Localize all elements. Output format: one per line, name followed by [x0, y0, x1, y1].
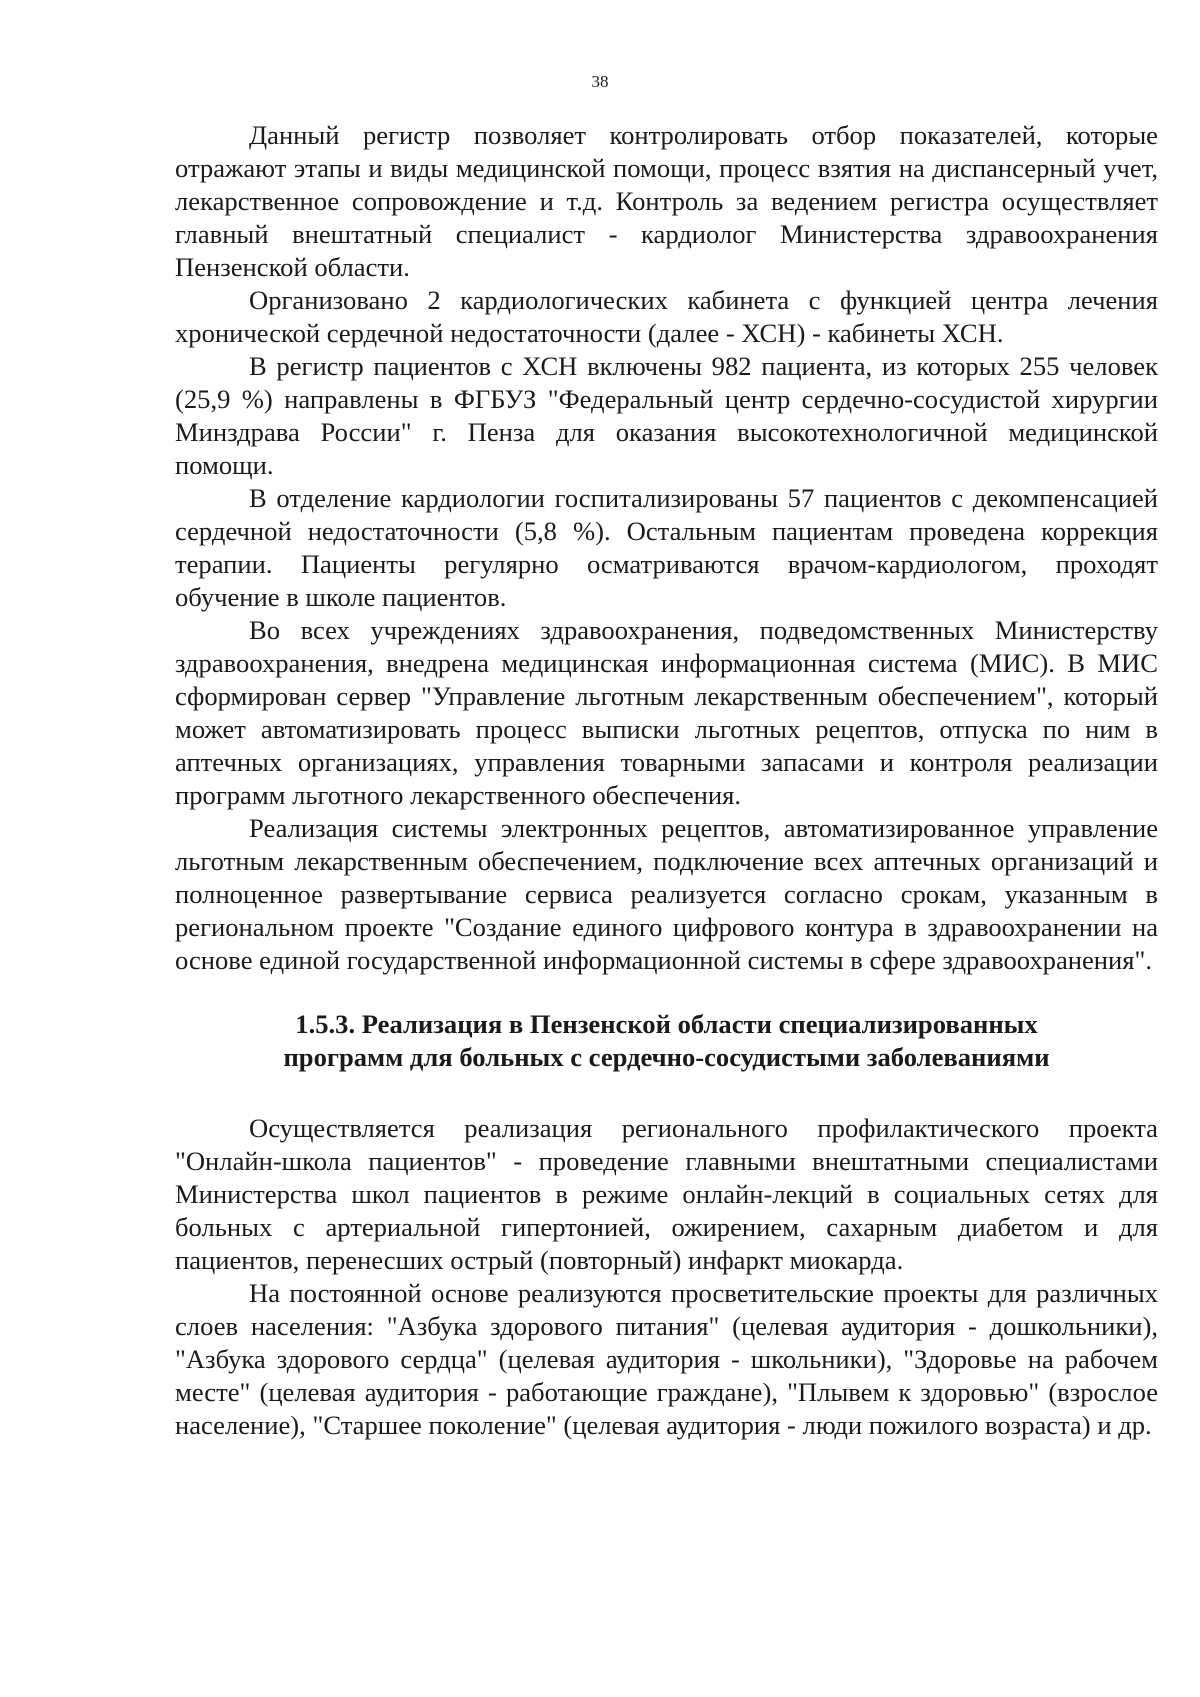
- paragraph-educational-projects: На постоянной основе реализуются просветительские проекты для различных слоев населения: "Азбука здорового питания" (целевая аудитория - дошкольники), "Азбука здорового сердца" (целевая аудитория - школьники), "Здоровье на рабочем месте" (целевая аудитория - работающие граждане), "Плывем к здоровью" (взрослое население), "Старшее поколение" (целевая аудитория - люди пожилого возраста) и др.: [175, 1278, 1158, 1440]
- page-number: 38: [591, 72, 609, 91]
- paragraph-cardiology-department: В отделение кардиологии госпитализированы 57 пациентов с декомпенсацией сердечной недостаточности (5,8 %). Остальным пациентам проведена коррекция терапии. Пациенты регулярно осматриваются врачом-кардиологом, проходят обучение в школе пациентов.: [175, 483, 1158, 612]
- document-body: [175, 119, 1158, 1442]
- paragraph-registry-control: Данный регистр позволяет контролировать отбор показателей, которые отражают этапы и виды медицинской помощи, процесс взятия на диспансерный учет, лекарственное сопровождение и т.д. Контроль за ведением регистра осуществляет главный внештатный специалист - кардиолог Министерства здравоохранения Пензенской области.: [175, 120, 1158, 282]
- paragraph-mis-system: Во всех учреждениях здравоохранения, подведомственных Министерству здравоохранения, внедрена медицинская информационная система (МИС). В МИС сформирован сервер "Управление льготным лекарственным обеспечением", который может автоматизировать процесс выписки льготных рецептов, отпуска по ним в аптечных организациях, управления товарными запасами и контроля реализации программ льготного лекарственного обеспечения.: [175, 615, 1158, 810]
- section-heading: 1.5.3. Реализация в Пензенской области специализированных программ для больных с сердечно-сосудистыми заболеваниями: [283, 1009, 1050, 1072]
- paragraph-electronic-prescriptions: Реализация системы электронных рецептов, автоматизированное управление льготным лекарственным обеспечением, подключение всех аптечных организаций и полноценное развертывание сервиса реализуется согласно срокам, указанным в региональном проекте "Создание единого цифрового контура в здравоохранении на основе единой государственной информационной системы в сфере здравоохранения".: [175, 813, 1158, 975]
- paragraph-hsn-registry: В регистр пациентов с ХСН включены 982 пациента, из которых 255 человек (25,9 %) направлены в ФГБУЗ "Федеральный центр сердечно-сосудистой хирургии Минздрава России" г. Пенза для оказания высокотехнологичной медицинской помощи.: [175, 351, 1158, 480]
- paragraph-online-school: Осуществляется реализация регионального профилактического проекта "Онлайн-школа пациентов" - проведение главными внештатными специалистами Министерства школ пациентов в режиме онлайн-лекций в социальных сетях для больных с артериальной гипертонией, ожирением, сахарным диабетом и для пациентов, перенесших острый (повторный) инфаркт миокарда.: [175, 1113, 1158, 1275]
- paragraph-hsn-cabinets: Организовано 2 кардиологических кабинета с функцией центра лечения хронической сердечной недостаточности (далее - ХСН) - кабинеты ХСН.: [175, 285, 1158, 348]
